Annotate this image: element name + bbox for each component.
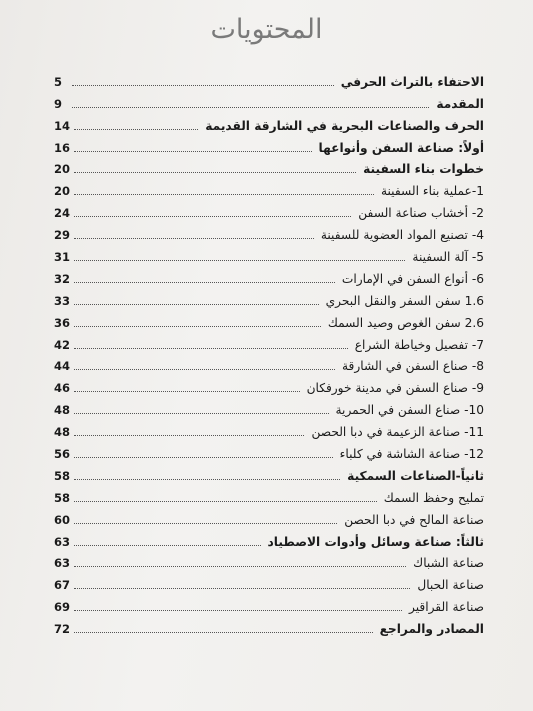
toc-entry	[54, 570, 484, 592]
toc-entry-title: 10- صناع السفن في الحمرية	[335, 403, 484, 418]
toc-entry	[54, 67, 484, 89]
dot-leader	[74, 368, 335, 370]
toc-entry-title: 4- تصنيع المواد العضوية للسفينة	[320, 228, 484, 243]
toc-entry-page-number: 20	[54, 162, 71, 177]
toc-entry	[54, 155, 484, 177]
dot-leader	[72, 84, 334, 86]
toc-entry-page-number: 63	[54, 556, 71, 571]
toc-entry	[54, 614, 484, 636]
dot-leader	[74, 128, 198, 130]
dot-leader	[74, 171, 356, 173]
toc-entry	[54, 330, 484, 352]
toc-entry-page-number: 14	[54, 118, 71, 133]
toc-entry-page-number: 5	[54, 74, 63, 89]
toc-entry-title: ثالثاً: صناعة وسائل وأدوات الاصطياد	[267, 534, 484, 549]
toc-entry-title: 1.6 سفن السفر والنقل البحري	[325, 293, 484, 308]
toc-entry-page-number: 60	[54, 512, 71, 527]
dot-leader	[74, 237, 314, 239]
toc-entry-page-number: 67	[54, 578, 71, 593]
toc-entry-title: المقدمة	[436, 96, 484, 111]
toc-entry-title: ثانياً-الصناعات السمكية	[347, 468, 484, 483]
toc-entry-title: 2- أخشاب صناعة السفن	[358, 206, 484, 221]
dot-leader	[74, 456, 333, 458]
toc-entry-page-number: 31	[54, 250, 71, 265]
toc-entry-page-number: 46	[54, 381, 71, 396]
dot-leader	[74, 150, 312, 152]
toc-entry-title: صناعة المالح في دبا الحصن	[344, 512, 484, 527]
toc-entry	[54, 461, 484, 483]
toc-entry-title: 6- أنواع السفن في الإمارات	[341, 271, 484, 286]
toc-entry	[54, 505, 484, 527]
toc-entry-title: 11- صناعة الزعيمة في دبا الحصن	[311, 425, 484, 440]
toc-entry-title: 2.6 سفن الغوص وصيد السمك	[327, 315, 484, 330]
toc-entry	[54, 549, 484, 571]
dot-leader	[74, 500, 377, 502]
dot-leader	[74, 412, 329, 414]
toc-entry-title: صناعة الحبال	[417, 578, 484, 593]
toc-entry-page-number: 24	[54, 206, 71, 221]
toc-entry-page-number: 42	[54, 337, 71, 352]
toc-entry-title: خطوات بناء السفينة	[363, 162, 484, 177]
toc-entry	[54, 176, 484, 198]
toc-entry-title: 5- آلة السفينة	[412, 250, 484, 265]
dot-leader	[74, 544, 261, 546]
dot-leader	[74, 587, 410, 589]
toc-entry-page-number: 44	[54, 359, 71, 374]
toc-entry-title: صناعة القراقير	[408, 600, 484, 615]
toc-entry-title: صناعة الشباك	[413, 556, 484, 571]
toc-entry-page-number: 36	[54, 315, 71, 330]
toc-entry	[54, 592, 484, 614]
dot-leader	[74, 303, 319, 305]
toc-entry-page-number: 58	[54, 468, 71, 483]
toc-entry	[54, 286, 484, 308]
toc-entry	[54, 89, 484, 111]
toc-entry	[54, 373, 484, 395]
dot-leader	[72, 106, 429, 108]
toc-entry	[54, 483, 484, 505]
dot-leader	[74, 215, 351, 217]
dot-leader	[74, 325, 321, 327]
toc-entry-title: 7- تفصيل وخياطة الشراع	[354, 337, 484, 352]
toc-entry-page-number: 48	[54, 425, 71, 440]
toc-entry	[54, 242, 484, 264]
toc-entry-page-number: 16	[54, 140, 71, 155]
dot-leader	[74, 347, 348, 349]
toc-entry	[54, 133, 484, 155]
toc-entry-page-number: 69	[54, 600, 71, 615]
toc-entry-page-number: 58	[54, 490, 71, 505]
toc-entry-page-number: 56	[54, 447, 71, 462]
page-title: المحتويات	[210, 14, 323, 45]
toc-entry-title: 8- صناع السفن في الشارقة	[341, 359, 484, 374]
dot-leader	[74, 478, 340, 480]
toc-entry	[54, 527, 484, 549]
toc-entry-page-number: 9	[54, 96, 63, 111]
toc-entry-title: تمليح وحفظ السمك	[383, 490, 484, 505]
toc-entry-page-number: 72	[54, 622, 71, 637]
toc-entry-title: 9- صناع السفن في مدينة خورفكان	[306, 381, 484, 396]
dot-leader	[74, 281, 335, 283]
table-of-contents	[54, 67, 484, 636]
dot-leader	[74, 522, 337, 524]
toc-entry	[54, 395, 484, 417]
toc-entry	[54, 111, 484, 133]
dot-leader	[74, 609, 402, 611]
toc-entry	[54, 220, 484, 242]
toc-entry-title: الاحتفاء بالتراث الحرفي	[340, 74, 484, 89]
toc-entry-page-number: 33	[54, 293, 71, 308]
toc-entry-page-number: 48	[54, 403, 71, 418]
toc-entry-title: أولاً: صناعة السفن وأنواعها	[318, 140, 484, 155]
toc-entry-page-number: 63	[54, 534, 71, 549]
toc-entry-title: الحرف والصناعات البحرية في الشارقة القديمة	[205, 118, 484, 133]
dot-leader	[74, 259, 405, 261]
toc-entry	[54, 198, 484, 220]
toc-entry	[54, 352, 484, 374]
dot-leader	[74, 193, 374, 195]
toc-entry	[54, 308, 484, 330]
toc-entry	[54, 439, 484, 461]
toc-entry-title: المصادر والمراجع	[379, 622, 484, 637]
toc-entry-page-number: 20	[54, 184, 71, 199]
toc-entry-title: 1-عملية بناء السفينة	[380, 184, 484, 199]
dot-leader	[74, 631, 373, 633]
toc-entry-title: 12- صناعة الشاشة في كلباء	[339, 447, 484, 462]
toc-entry	[54, 264, 484, 286]
toc-entry-page-number: 29	[54, 228, 71, 243]
toc-entry	[54, 417, 484, 439]
dot-leader	[74, 434, 304, 436]
dot-leader	[74, 565, 406, 567]
toc-entry-page-number: 32	[54, 271, 71, 286]
dot-leader	[74, 390, 300, 392]
